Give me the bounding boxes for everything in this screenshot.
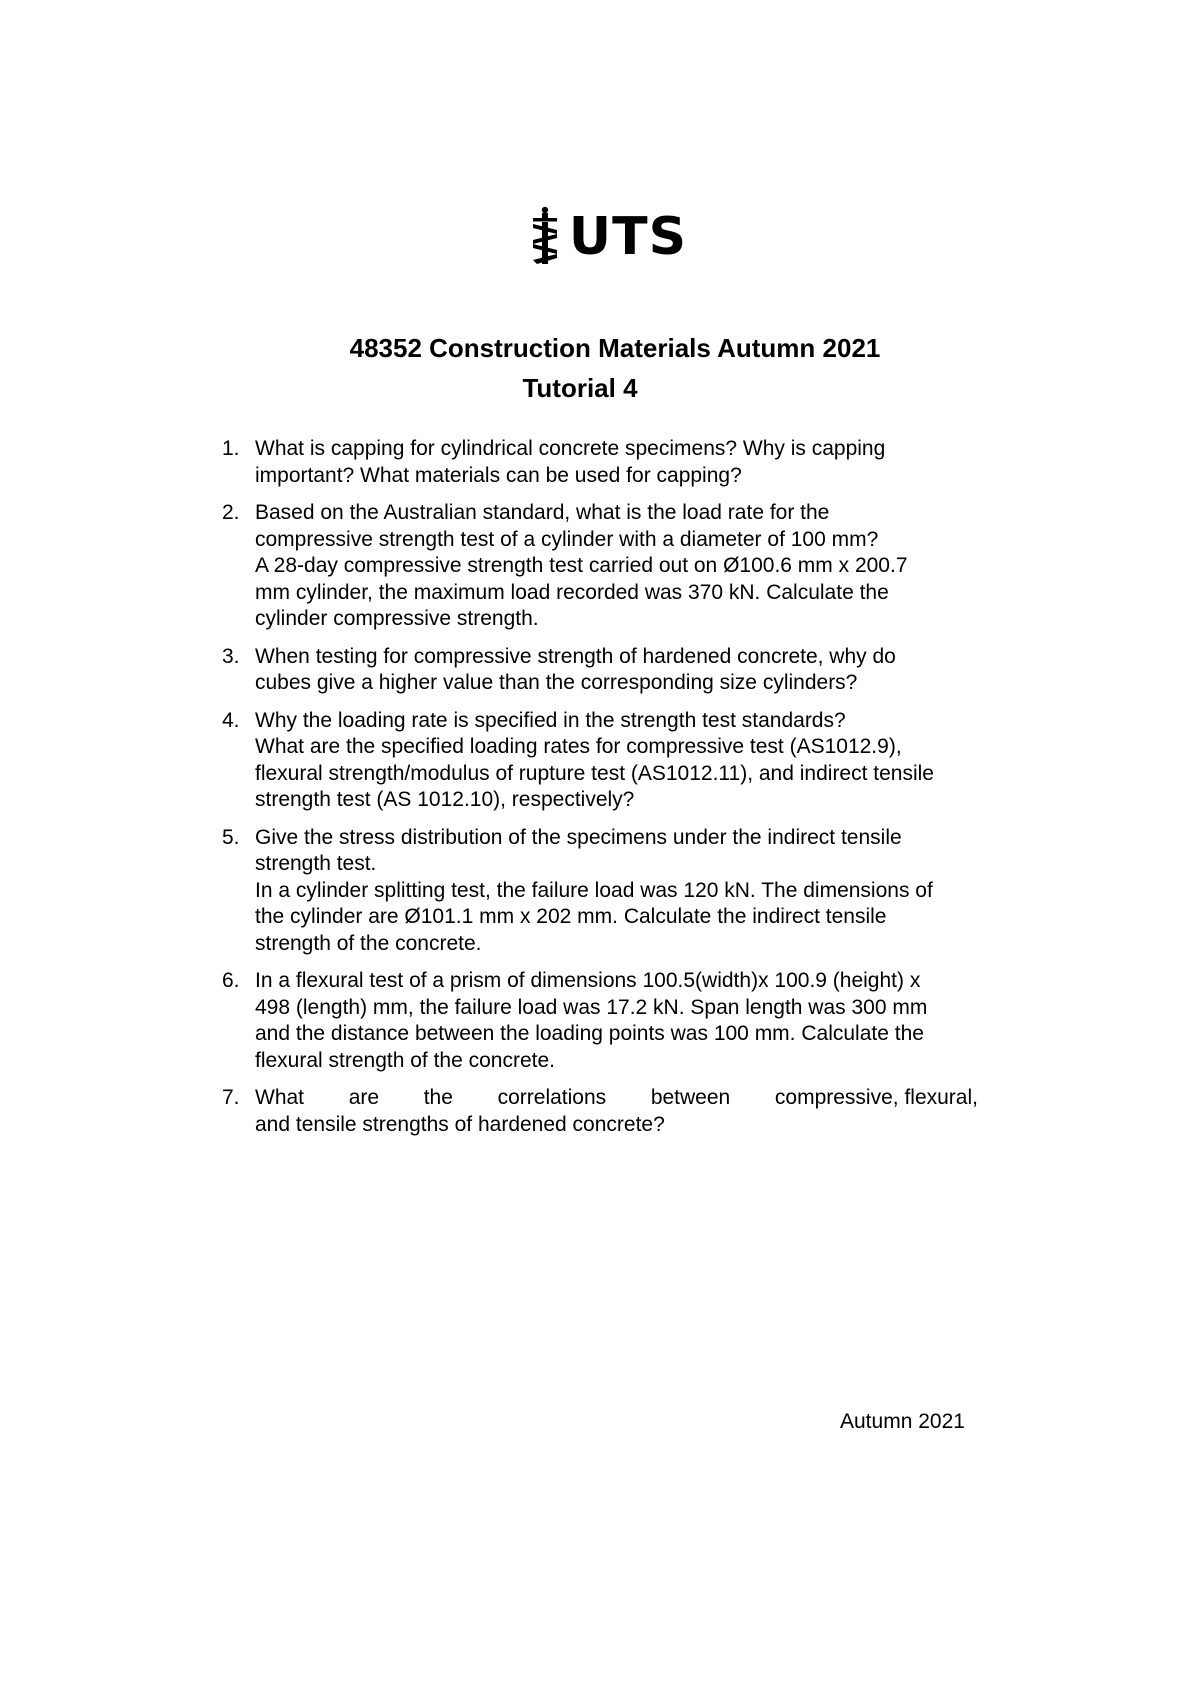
question-text-line: strength of the concrete.: [255, 931, 482, 955]
question-text-line: compressive strength test of a cylinder with a diameter of 100 mm?: [255, 527, 879, 551]
question-text-line: flexural strength/modulus of rupture test (AS1012.11), and indirect tensile: [255, 761, 934, 785]
question-text-line: cubes give a higher value than the corresponding size cylinders?: [255, 671, 858, 694]
uts-logo: [0, 206, 1200, 268]
question-text-line: mm cylinder, the maximum load recorded was 370 kN. Calculate the: [255, 580, 889, 604]
question-text-line: and the distance between the loading points was 100 mm. Calculate the: [255, 1022, 924, 1045]
question-text-line: [255, 1085, 978, 1112]
question-number: 1.: [222, 437, 240, 460]
document-title: [0, 328, 1200, 408]
question-word: between: [650, 1086, 731, 1109]
question-word: compressive, flexural,: [774, 1086, 978, 1109]
question-word: the: [423, 1086, 453, 1109]
question-text-line: In a cylinder splitting test, the failure load was 120 kN. The dimensions of: [255, 878, 933, 902]
question-text-line: 498 (length) mm, the failure load was 17.2 kN. Span length was 300 mm: [255, 995, 928, 1019]
question-item: [222, 500, 978, 633]
question-text-line: important? What materials can be used for capping?: [255, 463, 742, 487]
question-list: [222, 436, 978, 1149]
question-number: 5.: [222, 825, 240, 849]
question-item: [222, 968, 978, 1074]
logo-text: UTS: [568, 207, 688, 267]
tutorial-title: Tutorial 4: [522, 373, 638, 403]
question-text-line: strength test.: [255, 852, 377, 875]
question-item: [222, 436, 978, 489]
question-text-line: In a flexural test of a prism of dimensions 100.5(width)x 100.9 (height) x: [255, 969, 921, 992]
question-word: correlations: [497, 1086, 607, 1109]
question-text-line: A 28-day compressive strength test carried out on Ø100.6 mm x 200.7: [255, 554, 908, 577]
question-item: [222, 1085, 978, 1138]
question-item: [222, 708, 978, 814]
question-text-line: flexural strength of the concrete.: [255, 1048, 555, 1072]
question-number: 4.: [222, 708, 240, 732]
question-word: are: [348, 1086, 380, 1109]
question-number: 6.: [222, 969, 240, 992]
question-number: 2.: [222, 501, 240, 524]
question-text-line: cylinder compressive strength.: [255, 607, 539, 630]
footer-term: Autumn 2021: [840, 1410, 965, 1433]
question-word: What: [255, 1086, 305, 1109]
question-text-line: strength test (AS 1012.10), respectively?: [255, 788, 635, 811]
question-text-line: When testing for compressive strength of hardened concrete, why do: [255, 644, 896, 668]
question-text-line: What is capping for cylindrical concrete specimens? Why is capping: [255, 437, 886, 460]
course-title: 48352 Construction Materials Autumn 2021: [349, 333, 881, 363]
question-text-line: and tensile strengths of hardened concrete?: [255, 1112, 665, 1136]
question-number: 3.: [222, 644, 240, 668]
uts-crest-icon: [529, 206, 561, 268]
question-text-line: Give the stress distribution of the specimens under the indirect tensile: [255, 825, 902, 849]
question-item: [222, 644, 978, 697]
question-text-line: Why the loading rate is specified in the strength test standards?: [255, 708, 846, 732]
question-item: [222, 825, 978, 958]
question-text-line: the cylinder are Ø101.1 mm x 202 mm. Calculate the indirect tensile: [255, 905, 887, 928]
question-text-line: What are the specified loading rates for compressive test (AS1012.9),: [255, 735, 902, 758]
question-number: 7.: [222, 1086, 240, 1109]
question-text-line: Based on the Australian standard, what is the load rate for the: [255, 501, 830, 524]
